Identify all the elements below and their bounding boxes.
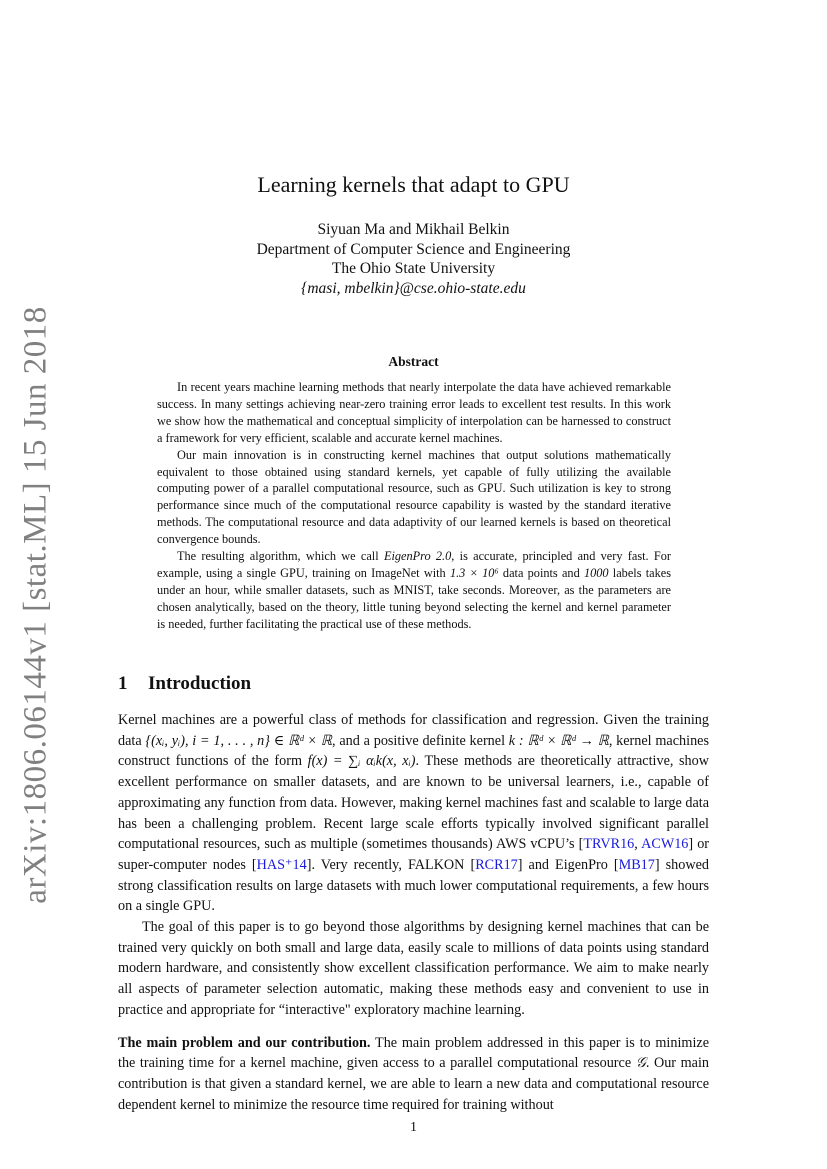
body-text: The main problem addressed in this paper is to minimize the training time for a kernel machine, given access to a parallel computational resource [118, 1034, 709, 1072]
body-text: , kernel machines construct functions of the form [118, 732, 709, 770]
citation-link-rcr17[interactable]: RCR17 [475, 856, 518, 873]
introduction-body [118, 710, 709, 1115]
university: The Ohio State University [331, 260, 496, 277]
body-text: . Our main contribution is that given a standard kernel, we are able to learn a new data and computational resource dependent kernel to minimize the resource time required for training without [118, 1055, 709, 1113]
arxiv-identifier: arXiv:1806.06144v1 [stat.ML] 15 Jun 2018 [17, 306, 54, 904]
section-number: 1 [118, 673, 128, 694]
department: Department of Computer Science and Engineering [256, 240, 571, 258]
citation-link-mb17[interactable]: MB17 [618, 856, 655, 873]
math-expression: f(x) = ∑ᵢ αᵢk(x, xᵢ) [307, 753, 416, 770]
math-expression: 1.3 × 10⁶ [449, 565, 499, 580]
citation-link-trvr16[interactable]: TRVR16 [583, 836, 635, 853]
body-text: ] and EigenPro [ [517, 856, 619, 873]
abstract-paragraph-1: In recent years machine learning methods that nearly interpolate the data have achieved remarkable success. In many settings achieving near-zero training error leads to excellent test results. In this work we show how the mathematical and conceptual simplicity of interpolation can be harnessed to construct a framework for very efficient, scalable and accurate kernel machines. [157, 380, 671, 445]
section-heading [118, 673, 251, 695]
author-email: {masi, mbelkin}@cse.ohio-state.edu [301, 279, 526, 297]
abstract-text: , is accurate, principled and very fast. For example, using a single GPU, training on ImageNet with [157, 549, 671, 580]
citation-link-acw16[interactable]: ACW16 [641, 836, 689, 853]
author-names: Siyuan Ma and Mikhail Belkin [317, 221, 510, 238]
math-expression: {(xᵢ, yᵢ), i = 1, . . . , n} ∈ ℝᵈ × ℝ [145, 732, 333, 749]
math-expression: 𝒢 [635, 1055, 646, 1072]
intro-paragraph-3 [118, 1033, 709, 1116]
body-text: , and a positive definite kernel [332, 732, 509, 749]
abstract-text: labels takes under an hour, while smaller datasets, such as MNIST, take seconds. Moreover, as the parameters are chosen analytically, based on the theory, little tuning beyond selecting the kernel and kernel parameter is needed, further facilitating the practical use of these methods. [157, 565, 671, 631]
abstract-body [157, 379, 671, 633]
algorithm-name: EigenPro 2.0 [383, 549, 452, 564]
paper-title: Learning kernels that adapt to GPU [257, 172, 570, 197]
author-block [0, 220, 827, 298]
math-expression: k : ℝᵈ × ℝᵈ → ℝ [508, 732, 609, 749]
page-number: 1 [410, 1120, 417, 1135]
abstract-heading: Abstract [388, 354, 439, 369]
abstract-paragraph-3 [157, 548, 671, 633]
intro-paragraph-1 [118, 710, 709, 917]
abstract-paragraph-2: Our main innovation is in constructing kernel machines that output solutions mathematically equivalent to those obtained using standard kernels, yet capable of fully utilizing the available computing power of a parallel computational resource, such as GPU. Such utilization is key to strong performance since much of the computational resource capability is wasted by the standard iterative methods. The computational resource and data adaptivity of our learned kernels is based on theoretical convergence bounds. [157, 447, 671, 547]
abstract-text: data points and [498, 565, 584, 580]
body-text: ] showed strong classification results on large datasets with much lower computational requirements, a few hours on a single GPU. [118, 856, 709, 915]
math-expression: 1000 [583, 565, 609, 580]
intro-paragraph-2: The goal of this paper is to go beyond those algorithms by designing kernel machines that can be trained very quickly on both small and large data, easily scale to millions of data points using standard modern hardware, and consistently show excellent classification performance. We aim to make nearly all aspects of parameter selection automatic, making these methods easy and convenient to use in practice and appropriate for “interactive" exploratory machine learning. [118, 919, 709, 1018]
body-text: , [634, 836, 642, 853]
section-title: Introduction [148, 673, 252, 694]
citation-link-has14[interactable]: HAS⁺14 [256, 856, 307, 873]
body-text: . These methods are theoretically attractive, show excellent performance on smaller datasets, and are known to be universal learners, i.e., capable of approximating any function from data. However, making kernel machines fast and scalable to large data has been a challenging problem. Recent large scale efforts typically involved significant parallel computational resources, such as multiple (sometimes thousands) AWS vCPU’s [ [118, 753, 709, 853]
body-text: ] or super-computer nodes [ [118, 836, 710, 873]
body-text: ]. Very recently, FALKON [ [306, 856, 476, 873]
abstract-text: The resulting algorithm, which we call [177, 549, 384, 564]
body-text: Kernel machines are a powerful class of methods for classification and regression. Given the training data [118, 712, 709, 749]
paragraph-lead: The main problem and our contribution. [118, 1034, 371, 1051]
